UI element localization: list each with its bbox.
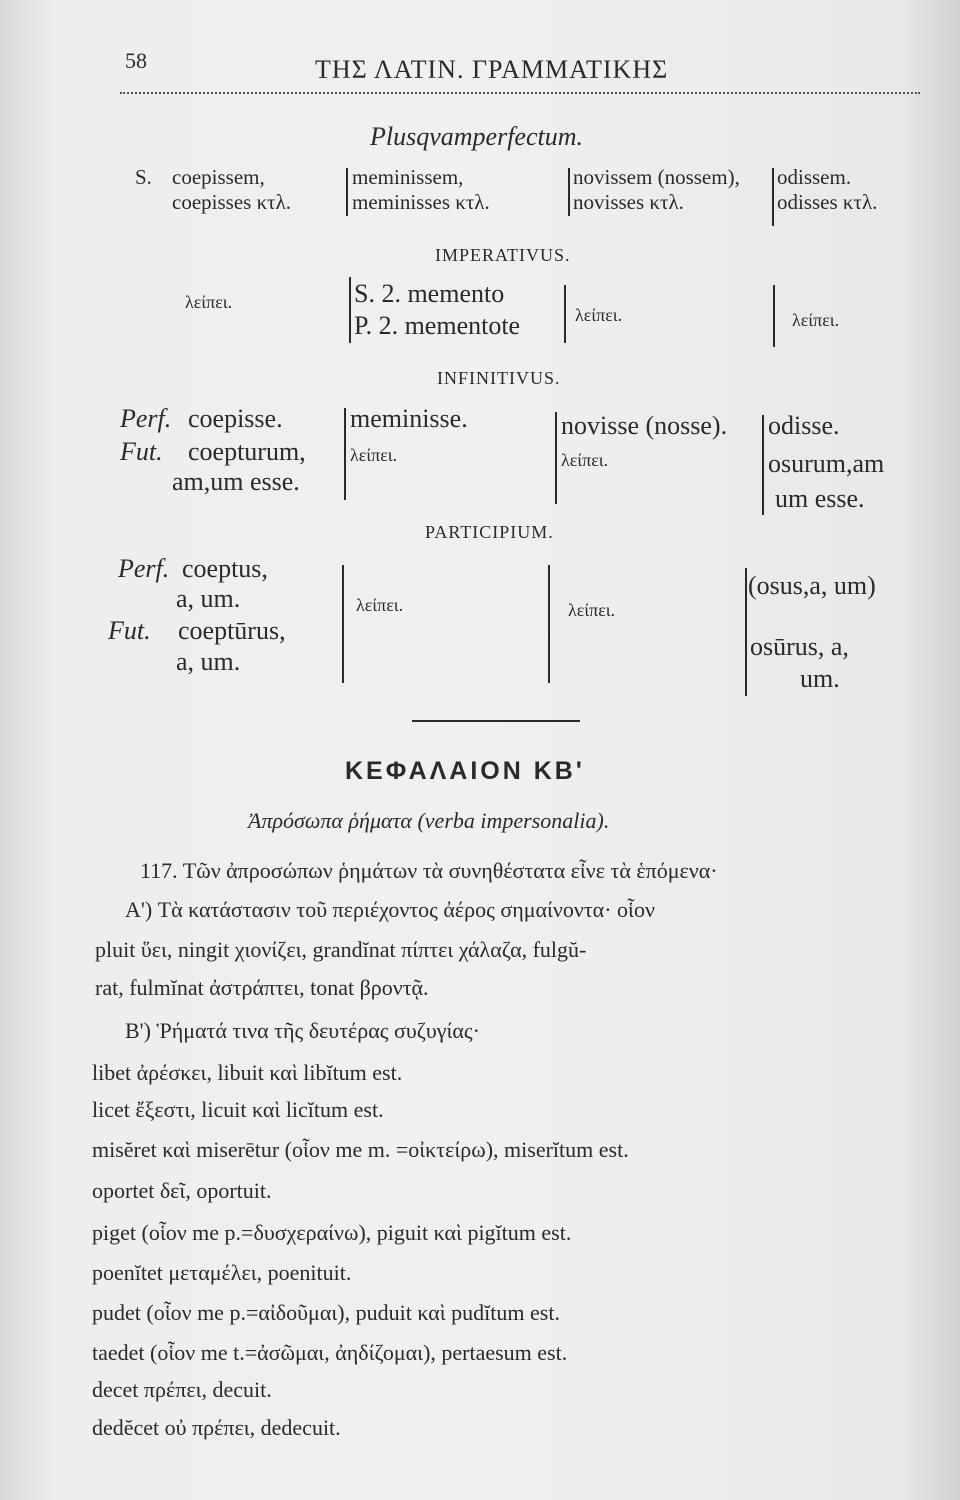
part-col1-line4: a, um. [176, 647, 241, 676]
column-divider [342, 565, 344, 683]
page-number: 58 [125, 48, 147, 73]
body-line: poenĭtet μεταμέλει, poenituit. [92, 1260, 352, 1285]
body-line: A') Τὰ κατάστασιν τοῦ περιέχοντος ἀέρος σημαίνοντα· οἷον [125, 897, 655, 922]
inf-col3-line1: novisse (nosse). [561, 411, 728, 440]
body-line: decet πρέπει, decuit. [92, 1377, 272, 1402]
column-divider [773, 285, 775, 347]
body-line: misĕret καὶ miserētur (οἷον me m. =οἰκτείρω), miserĭtum est. [92, 1137, 629, 1162]
column-divider [349, 277, 351, 343]
column-divider [772, 168, 774, 226]
row-label-s: S. [135, 165, 152, 189]
part-col1-line2: a, um. [176, 584, 241, 613]
body-line: libet ἀρέσκει, libuit καὶ libĭtum est. [92, 1060, 403, 1085]
body-line: 117. Τῶν ἀπροσώπων ῥημάτων τὰ συνηθέστατα εἶνε τὰ ἑπόμενα· [140, 858, 718, 883]
inf-col1-line3: am,um esse. [172, 467, 300, 496]
body-line: piget (οἷον me p.=δυσχεραίνω), piguit καὶ pigĭtum est. [92, 1220, 572, 1245]
part-col1-line1: coeptus, [182, 554, 268, 583]
chapter-separator [412, 720, 580, 722]
part-col4-line2: osūrus, a, [750, 632, 849, 661]
inf-col3-line2: λείπει. [561, 450, 609, 470]
column-divider [762, 415, 764, 515]
column-divider [564, 285, 566, 343]
chapter-heading: ΚΕΦΑΛΑΙΟΝ ΚΒ' [345, 757, 585, 785]
part-col3: λείπει. [568, 600, 616, 620]
body-line: oportet δεῖ, oportuit. [92, 1178, 272, 1203]
header-rule [120, 92, 920, 94]
inf-fut-label: Fut. [120, 437, 163, 466]
section-title-infinitivus: INFINITIVUS. [437, 368, 561, 388]
inf-col1-line1: coepisse. [188, 404, 283, 433]
column-divider [548, 565, 550, 683]
inf-col1-line2: coepturum, [188, 437, 306, 466]
imp-col3: λείπει. [575, 305, 623, 325]
section-title-imperativus: IMPERATIVUS. [435, 245, 571, 265]
part-col4-line3: um. [800, 664, 840, 693]
inf-col4-line1: odisse. [768, 411, 840, 440]
body-line: licet ἔξεστι, licuit καὶ licĭtum est. [92, 1097, 384, 1122]
part-col4-line1: (osus,a, um) [748, 571, 876, 600]
column-divider [568, 168, 570, 216]
column-divider [745, 568, 747, 696]
plq-col1-line2: coepisses κτλ. [172, 190, 292, 214]
body-line: taedet (οἷον me t.=ἀσῶμαι, ἀηδίζομαι), pertaesum est. [92, 1340, 568, 1365]
plq-col3-line2: novisses κτλ. [573, 190, 684, 214]
inf-perf-label: Perf. [120, 404, 172, 433]
imp-col2-line2: P. 2. mementote [354, 311, 521, 340]
body-line: pudet (οἷον me p.=αἰδοῦμαι), puduit καὶ pudĭtum est. [92, 1300, 560, 1325]
column-divider [344, 408, 346, 500]
inf-col4-line2: osurum,am [768, 449, 885, 478]
inf-col2-line1: meminisse. [350, 404, 468, 433]
column-divider [555, 412, 557, 504]
body-line: rat, fulmĭnat ἀστράπτει, tonat βροντᾷ. [95, 975, 429, 1000]
section-title-plusquamperfectum: Plusqvamperfectum. [370, 122, 584, 151]
body-line: pluit ὕει, ningit χιονίζει, grandĭnat πίπτει χάλαζα, fulgŭ- [95, 937, 587, 962]
inf-col2-line2: λείπει. [350, 445, 398, 465]
column-divider [346, 168, 348, 216]
section-title-participium: PARTICIPIUM. [425, 522, 554, 542]
body-line: dedĕcet οὐ πρέπει, dedecuit. [92, 1415, 341, 1440]
plq-col3-line1: novissem (nossem), [573, 165, 740, 189]
chapter-subtitle: Ἀπρόσωπα ῥήματα (verba impersonalia). [248, 808, 610, 833]
part-fut-label: Fut. [108, 616, 151, 645]
body-line: B') Ῥήματά τινα τῆς δευτέρας συζυγίας· [125, 1018, 480, 1043]
imp-col1: λείπει. [185, 292, 233, 312]
plq-col4-line1: odissem. [777, 165, 852, 189]
imp-col4: λείπει. [792, 310, 840, 330]
inf-col4-line3: um esse. [775, 484, 865, 513]
plq-col4-line2: odisses κτλ. [777, 190, 878, 214]
running-title: ΤΗΣ ΛΑΤΙΝ. ΓΡΑΜΜΑΤΙΚΗΣ [315, 55, 669, 84]
part-col1-line3: coeptūrus, [178, 616, 286, 645]
imp-col2-line1: S. 2. memento [354, 279, 505, 308]
part-col2: λείπει. [356, 595, 404, 615]
plq-col2-line2: meminisses κτλ. [352, 190, 490, 214]
part-perf-label: Perf. [118, 554, 170, 583]
plq-col2-line1: meminissem, [352, 165, 464, 189]
plq-col1-line1: coepissem, [172, 165, 265, 189]
